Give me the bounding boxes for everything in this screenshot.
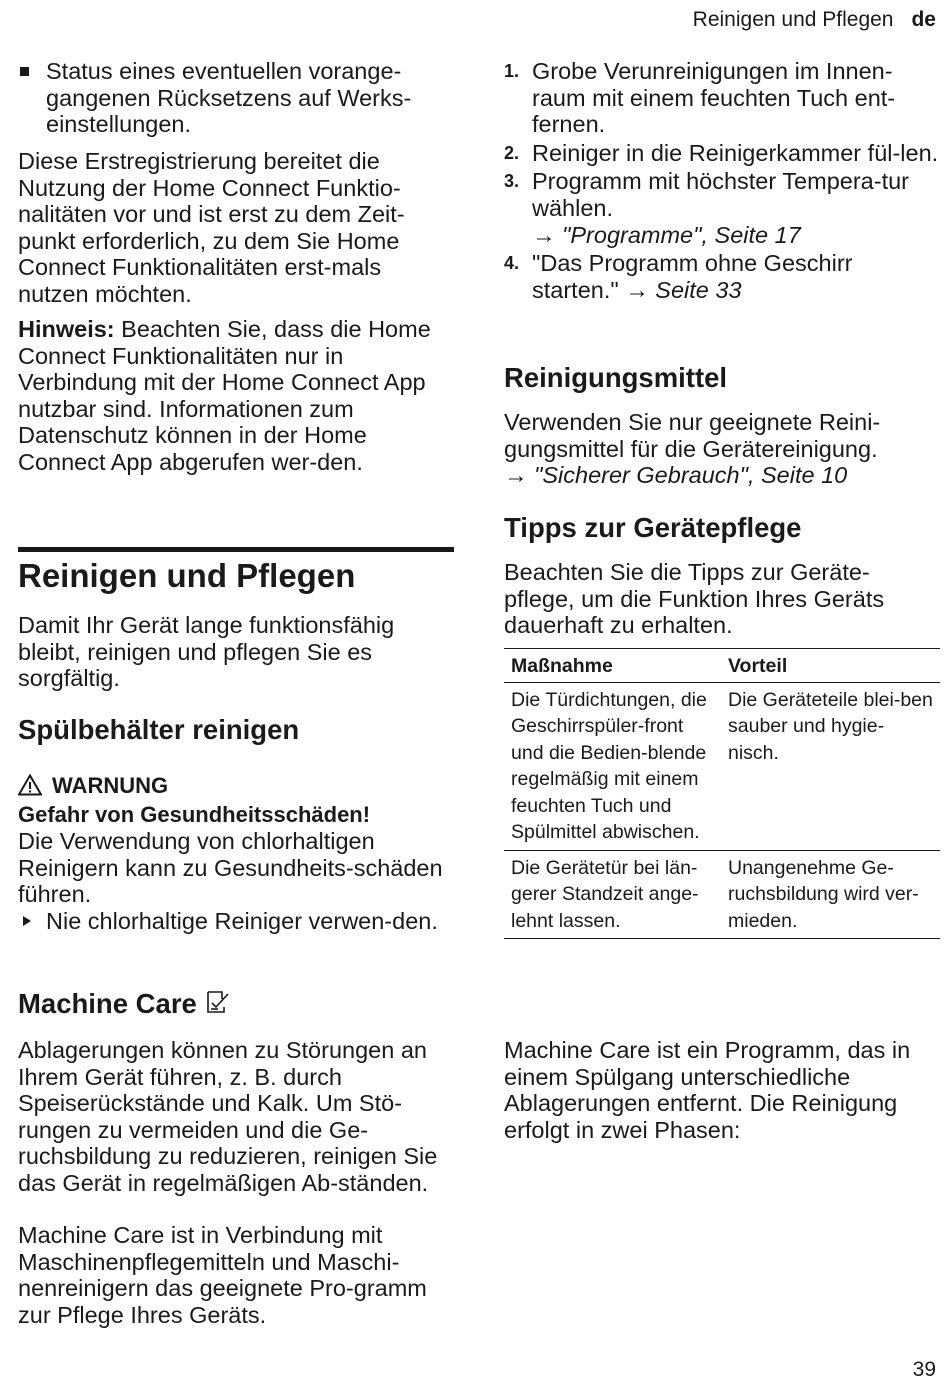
- square-bullet-icon: [20, 67, 29, 76]
- step-text: "Das Programm ohne Geschirr starten.": [532, 250, 853, 303]
- table-cell: Die Geräteteile blei-ben sauber und hygie-nisch.: [721, 682, 940, 850]
- running-header: [693, 8, 936, 32]
- page-number: 39: [912, 1358, 936, 1381]
- step-text: Programm mit höchster Tempera-tur wählen.: [532, 168, 909, 221]
- subsection-title-spuelbehaelter: Spülbehälter reinigen: [18, 714, 300, 745]
- machine-care-title-text: Machine Care: [18, 988, 197, 1019]
- programme-link[interactable]: → "Programme", Seite 17: [532, 221, 801, 248]
- step-text: Grobe Verunreinigungen im Innen-raum mit einem feuchten Tuch ent-fernen.: [532, 58, 896, 138]
- step-text: Reiniger in die Reinigerkammer fül-len.: [532, 139, 939, 166]
- page-link[interactable]: → Seite 33: [625, 276, 742, 303]
- table-header-row: [504, 649, 940, 683]
- reinigungsmittel-title: Reinigungsmittel: [504, 362, 728, 393]
- list-item: [504, 250, 940, 303]
- header-language: de: [911, 8, 936, 31]
- status-bullet-text: Status eines eventuellen vorange-gangenen Rücksetzens auf Werks-einstellungen.: [46, 58, 412, 138]
- section-intro: Damit Ihr Gerät lange funktionsfähig bleibt, reinigen und pflegen Sie es sorgfältig.: [18, 612, 395, 692]
- list-item: [504, 58, 940, 138]
- machine-care-icon: [206, 989, 230, 1022]
- reinigungsmittel-text: Verwenden Sie nur geeignete Reini-gungsmittel für die Gerätereinigung.: [504, 409, 881, 462]
- table-row: [504, 850, 940, 939]
- warning-action: [18, 908, 458, 935]
- table-cell: Die Gerätetür bei län-gerer Standzeit ange-lehnt lassen.: [504, 850, 721, 939]
- machine-care-description: Machine Care ist ein Programm, das in einem Spülgang unterschiedliche Ablagerungen entfernt. Die Reinigung erfolgt in zwei Phasen:: [504, 1037, 911, 1143]
- list-item: [504, 168, 940, 248]
- arrow-bullet-icon: [23, 916, 31, 926]
- warning-action-text: Nie chlorhaltige Reiniger verwen-den.: [46, 907, 438, 934]
- header-section: Reinigen und Pflegen: [692, 8, 894, 31]
- tipps-title: Tipps zur Gerätepflege: [504, 512, 802, 543]
- warning-box: [18, 773, 458, 934]
- section-title: Reinigen und Pflegen: [18, 557, 356, 594]
- warning-text: Die Verwendung von chlorhaltigen Reinigern kann zu Gesundheits-schäden führen.: [18, 828, 443, 908]
- hint-paragraph: [18, 316, 458, 476]
- reinigungsmittel-paragraph: [504, 409, 940, 489]
- warning-label: WARNUNG: [52, 773, 169, 798]
- table-cell: Unangenehme Ge-ruchsbildung wird ver-mieden.: [721, 850, 940, 939]
- step-number: 3.: [504, 171, 520, 192]
- column-header-massnahme: Maßnahme: [504, 649, 721, 683]
- step-number: 4.: [504, 253, 520, 274]
- care-tips-table: [504, 648, 940, 939]
- tipps-intro: Beachten Sie die Tipps zur Geräte-pflege, um die Funktion Ihres Geräts dauerhaft zu erhalten.: [504, 559, 885, 639]
- safety-link[interactable]: → "Sicherer Gebrauch", Seite 10: [504, 462, 848, 489]
- hint-label: Hinweis:: [18, 316, 115, 342]
- machine-care-paragraph-2: Machine Care ist in Verbindung mit Maschinenpflegemitteln und Maschi-nenreinigern das geeignete Pro-gramm zur Pflege Ihres Geräts.: [18, 1222, 427, 1328]
- table-row: [504, 682, 940, 850]
- column-header-vorteil: Vorteil: [721, 649, 940, 683]
- machine-care-paragraph-1: Ablagerungen können zu Störungen an Ihrem Gerät führen, z. B. durch Speiserückstände und Kalk. Um Stö-rungen zu vermeiden und die Ge-ruchsbildung zu reduzieren, reinigen Sie das Gerät in regelmäßigen Ab-ständen.: [18, 1037, 438, 1196]
- hint-text: Beachten Sie, dass die Home Connect Funktionalitäten nur in Verbindung mit der Home Connect App nutzbar sind. Informationen zum Datenschutz können in der Home Connect App abgerufen wer-den.: [18, 316, 431, 475]
- cleaning-steps-list: [504, 58, 940, 305]
- step-number: 2.: [504, 142, 520, 163]
- table-cell: Die Türdichtungen, die Geschirrspüler-front und die Bedien-blende regelmäßig mit einem feuchten Tuch und Spülmittel abwischen.: [504, 682, 721, 850]
- list-item: [504, 140, 940, 167]
- registration-paragraph: Diese Erstregistrierung bereitet die Nutzung der Home Connect Funktio-nalitäten vor und ist erst zu dem Zeit-punkt erforderlich, zu dem Sie Home Connect Funktionalitäten erst-mals nutzen möchten.: [18, 148, 405, 307]
- status-bullet: [18, 58, 458, 138]
- warning-heading: Gefahr von Gesundheitsschäden!: [18, 802, 371, 827]
- step-number: 1.: [504, 61, 520, 81]
- machine-care-title: [18, 988, 230, 1022]
- section-rule: [18, 547, 454, 552]
- warning-triangle-icon: [18, 774, 42, 802]
